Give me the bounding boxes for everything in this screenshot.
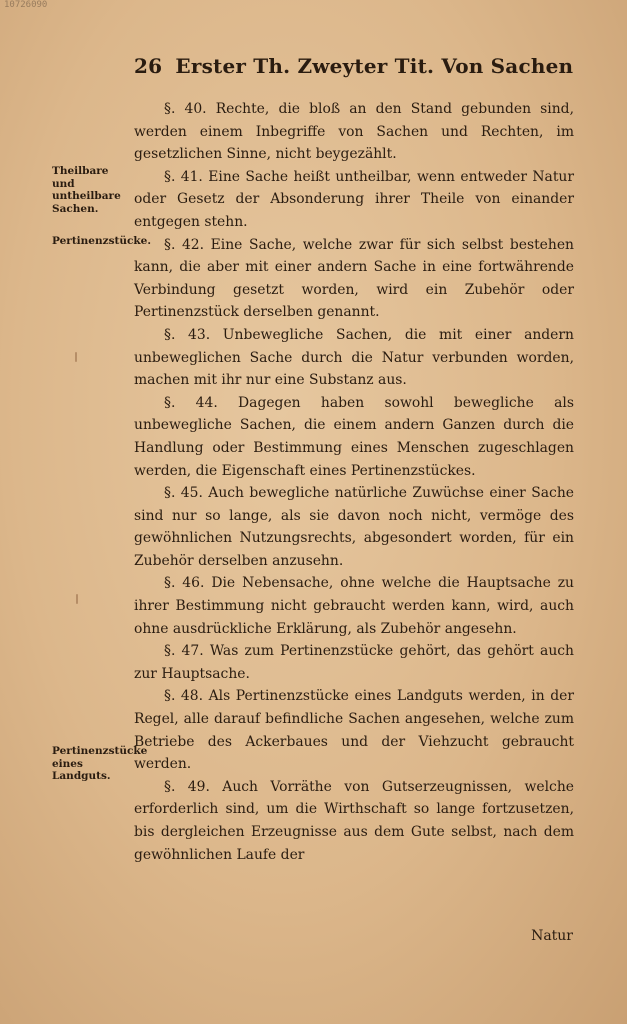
paragraph-42: §. 42. Eine Sache, welche zwar für sich selbst bestehen kann, die aber mit einer andern Sache in eine fortwährende Verbindung gesetzt worden, wird ein Zubehör oder Pertinenzstück derselben genannt. [134, 236, 574, 321]
paragraph-49: §. 49. Auch Vorräthe von Gutserzeugnissen, welche erforderlich sind, um die Wirthschaft so lange fortzusetzen, bis dergleichen Erzeugnisse aus dem Gute selbst, nach dem gewöhnlichen Laufe der [134, 778, 574, 863]
paragraph-47: §. 47. Was zum Pertinenzstücke gehört, das gehört auch zur Hauptsache. [134, 643, 574, 682]
paragraph-45: §. 45. Auch bewegliche natürliche Zuwüchse einer Sache sind nur so lange, als sie davon noch nicht, vermöge des gewöhnlichen Nutzungsrechts, abgesondert worden, für ein Zubehör derselben anzusehn. [134, 485, 574, 569]
margin-note-divisible: Theilbare und untheilbare Sachen. [52, 165, 121, 215]
body-text [134, 98, 574, 866]
margin-note-pertinence: Pertinenzstücke. [52, 235, 151, 247]
paragraph-44: §. 44. Dagegen haben sowohl bewegliche als unbewegliche Sachen, die einem andern Ganzen durch die Handlung oder Bestimmung eines Menschen zugeschlagen werden, die Eigenschaft eines Pertinenzstückes. [134, 394, 574, 479]
paragraph-40: §. 40. Rechte, die bloß an den Stand gebunden sind, werden einem Inbegriffe von Sachen und Rechten, im gesetzlichen Sinne, nicht beygezählt. [134, 101, 574, 163]
paragraph-46: §. 46. Die Nebensache, ohne welche die Hauptsache zu ihrer Bestimmung nicht gebraucht werden kann, wird, auch ohne ausdrückliche Erklärung, als Zubehör angesehn. [134, 575, 574, 637]
catchword: Natur [531, 928, 573, 944]
margin-note-estate: Pertinenzstücke eines Landguts. [52, 745, 148, 782]
scan-id: 10726090 [4, 0, 48, 10]
ink-stain [75, 352, 77, 362]
paragraph-48: §. 48. Als Pertinenzstücke eines Landguts werden, in der Regel, alle darauf befindliche Sachen angesehen, welche zum Betriebe des Ackerbaues und der Viehzucht gebraucht werden. [134, 688, 574, 773]
running-header [134, 54, 574, 78]
page-number: 26 [134, 54, 163, 78]
paragraph-41: §. 41. Eine Sache heißt untheilbar, wenn entweder Natur oder Gesetz der Absonderung ihrer Theile von einander entgegen stehn. [134, 168, 574, 230]
header-title: Erster Th. Zweyter Tit. Von Sachen [175, 54, 574, 78]
paragraph-43: §. 43. Unbewegliche Sachen, die mit einer andern unbeweglichen Sache durch die Natur verbunden worden, machen mit ihr nur eine Substanz aus. [134, 326, 574, 389]
ink-stain [76, 594, 78, 604]
